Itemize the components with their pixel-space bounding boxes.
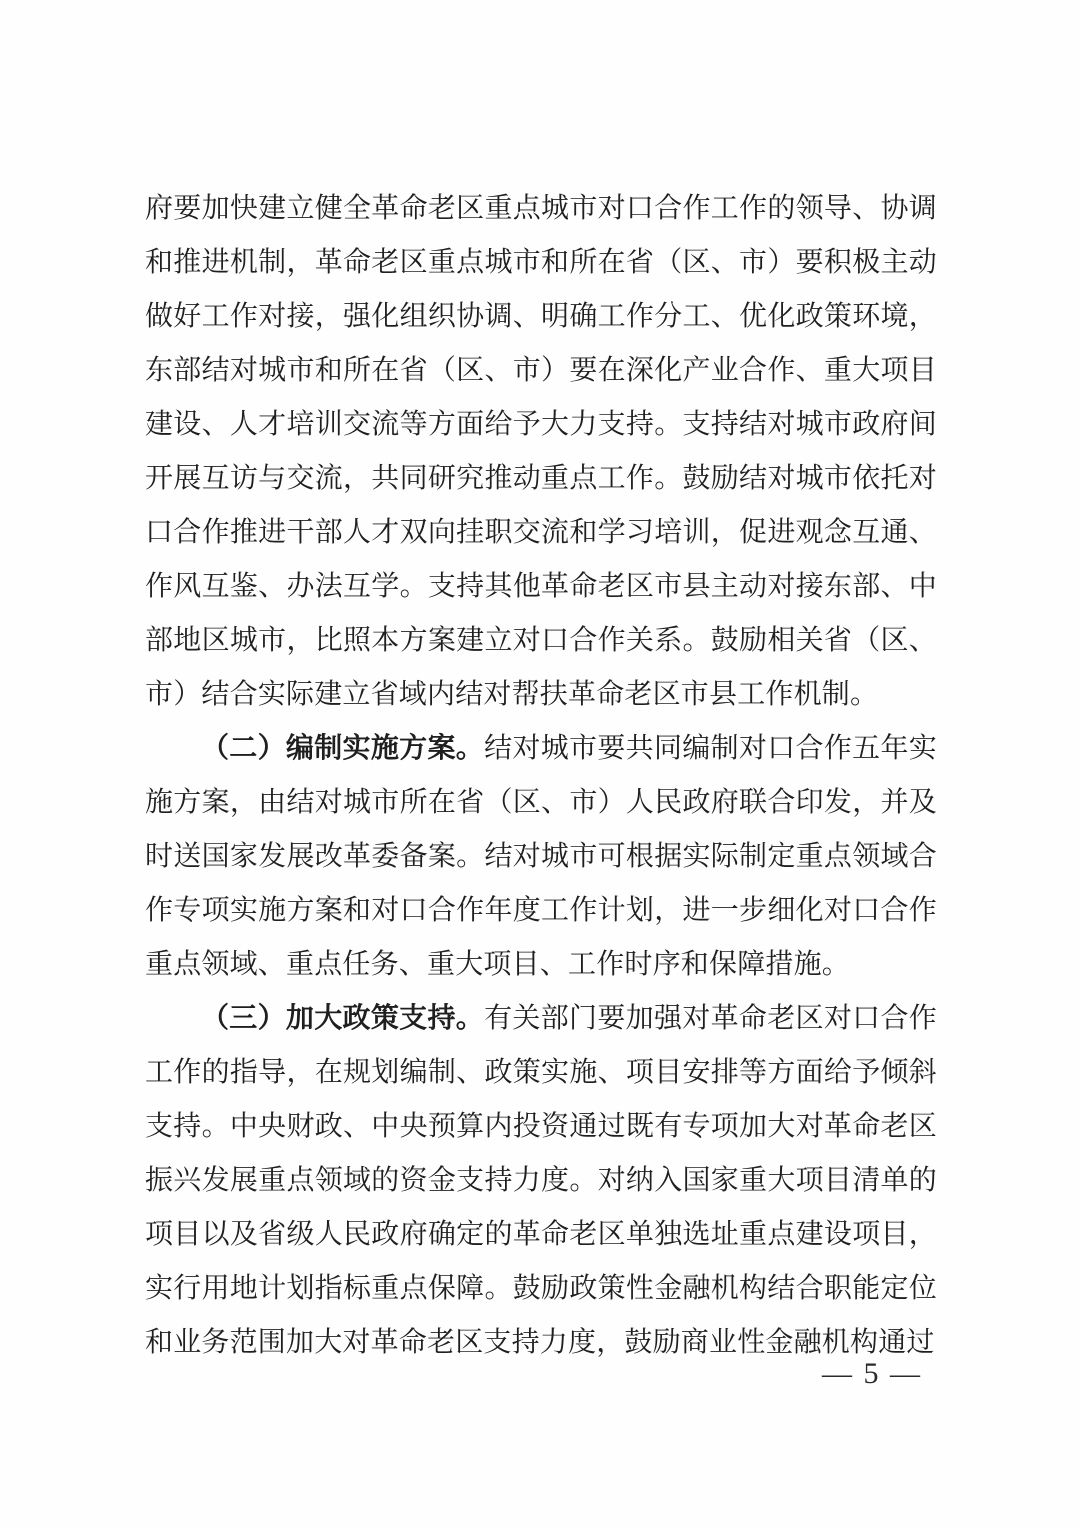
paragraph-text: 结对城市要共同编制对口合作五年实施方案，由结对城市所在省（区、市）人民政府联合印发，并及时送国家发展改革委备案。结对城市可根据实际制定重点领域合作专项实施方案和对口合作年度工作计划，进一步细化对口合作重点领域、重点任务、重大项目、工作时序和保障措施。	[145, 733, 937, 980]
document-body	[145, 182, 937, 1370]
paragraph-lead-section-3: （三）加大政策支持。	[201, 1003, 485, 1034]
paragraph-section-2	[145, 722, 937, 992]
page-number: — 5 —	[822, 1357, 922, 1390]
paragraph-text: 府要加快建立健全革命老区重点城市对口合作工作的领导、协调和推进机制，革命老区重点城市和所在省（区、市）要积极主动做好工作对接，强化组织协调、明确工作分工、优化政策环境，东部结对城市和所在省（区、市）要在深化产业合作、重大项目建设、人才培训交流等方面给予大力支持。支持结对城市政府间开展互访与交流，共同研究推动重点工作。鼓励结对城市依托对口合作推进干部人才双向挂职交流和学习培训，促进观念互通、作风互鉴、办法互学。支持其他革命老区市县主动对接东部、中部地区城市，比照本方案建立对口合作关系。鼓励相关省（区、市）结合实际建立省域内结对帮扶革命老区市县工作机制。	[145, 193, 937, 710]
paragraph-text: 有关部门要加强对革命老区对口合作工作的指导，在规划编制、政策实施、项目安排等方面给予倾斜支持。中央财政、中央预算内投资通过既有专项加大对革命老区振兴发展重点领域的资金支持力度。对纳入国家重大项目清单的项目以及省级人民政府确定的革命老区单独选址重点建设项目，实行用地计划指标重点保障。鼓励政策性金融机构结合职能定位和业务范围加大对革命老区支持力度，鼓励商业性金融机构通过	[145, 1003, 937, 1358]
paragraph-continuation	[145, 182, 937, 722]
paragraph-lead-section-2: （二）编制实施方案。	[201, 733, 485, 764]
paragraph-section-3	[145, 992, 937, 1370]
